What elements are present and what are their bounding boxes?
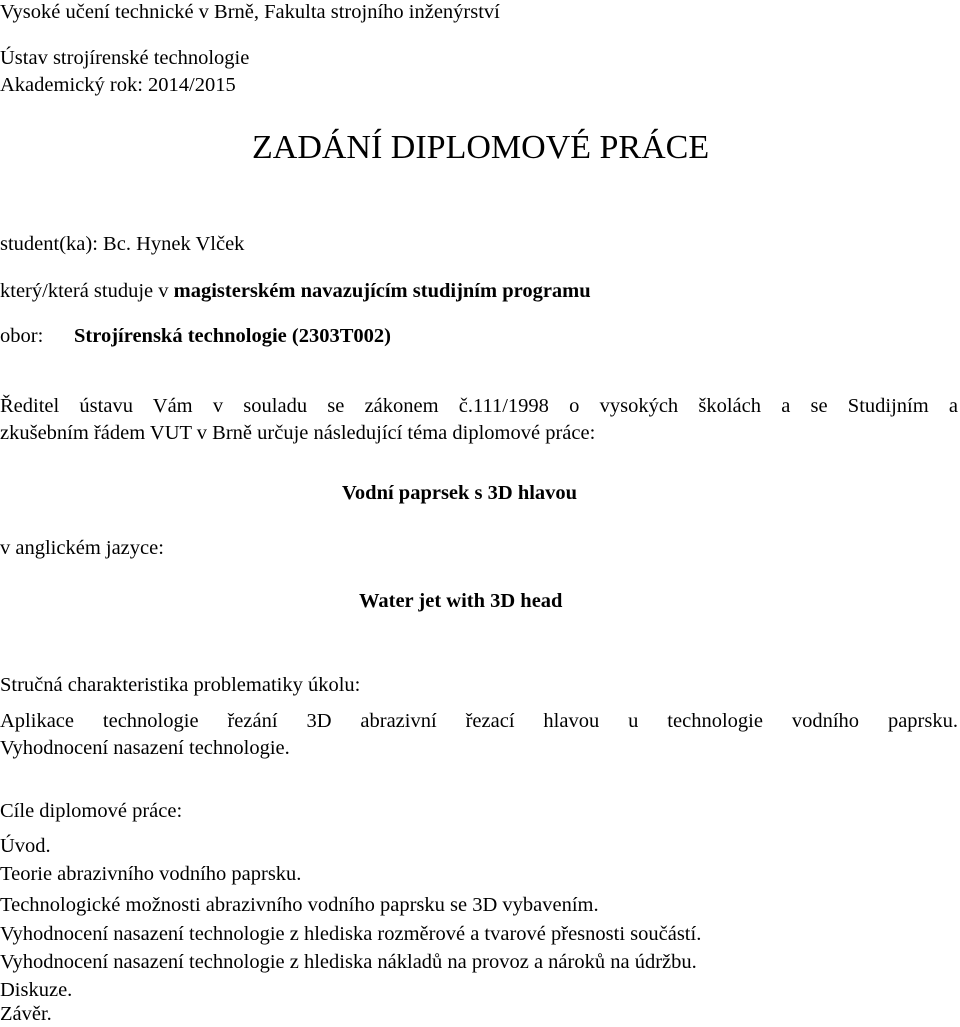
characteristics-heading: Stručná charakteristika problematiky úkolu:	[0, 674, 361, 696]
list-item: Vyhodnocení nasazení technologie z hlediska rozměrové a tvarové přesnosti součástí.	[0, 923, 702, 945]
characteristics-line-2: Vyhodnocení nasazení technologie.	[0, 737, 290, 759]
program-line	[0, 279, 591, 304]
topic-english: Water jet with 3D head	[359, 590, 563, 612]
program-name: magisterském navazujícím studijním programu	[173, 280, 591, 302]
intro-line-2: zkušebním řádem VUT v Brně určuje následující téma diplomové práce:	[0, 422, 596, 444]
characteristics-paragraph	[0, 709, 958, 734]
english-label: v anglickém jazyce:	[0, 537, 164, 559]
list-item: Vyhodnocení nasazení technologie z hlediska nákladů na provoz a nároků na údržbu.	[0, 951, 697, 973]
page-title: ZADÁNÍ DIPLOMOVÉ PRÁCE	[252, 129, 710, 166]
list-item: Teorie abrazivního vodního paprsku.	[0, 863, 302, 885]
list-item: Diskuze.	[0, 979, 73, 1001]
institute-name: Ústav strojírenské technologie	[0, 47, 250, 69]
academic-year: Akademický rok: 2014/2015	[0, 74, 236, 96]
characteristics-line-1: Aplikace technologie řezání 3D abrazivní řezací hlavou u technologie vodního paprsku.	[0, 710, 958, 732]
intro-line-1: Ředitel ústavu Vám v souladu se zákonem č.111/1998 o vysokých školách a se Studijním a	[0, 395, 958, 417]
goals-heading: Cíle diplomové práce:	[0, 800, 183, 822]
intro-paragraph	[0, 394, 958, 419]
list-item: Závěr.	[0, 1003, 52, 1025]
field-label: obor:	[0, 325, 44, 347]
topic-czech: Vodní paprsek s 3D hlavou	[342, 482, 578, 504]
list-item: Úvod.	[0, 835, 51, 857]
list-item: Technologické možnosti abrazivního vodního paprsku se 3D vybavením.	[0, 894, 599, 916]
university-name: Vysoké učení technické v Brně, Fakulta strojního inženýrství	[0, 1, 500, 23]
field-value: Strojírenská technologie (2303T002)	[74, 325, 391, 347]
student-line: student(ka): Bc. Hynek Vlček	[0, 233, 245, 255]
program-prefix: který/která studuje v	[0, 280, 174, 302]
